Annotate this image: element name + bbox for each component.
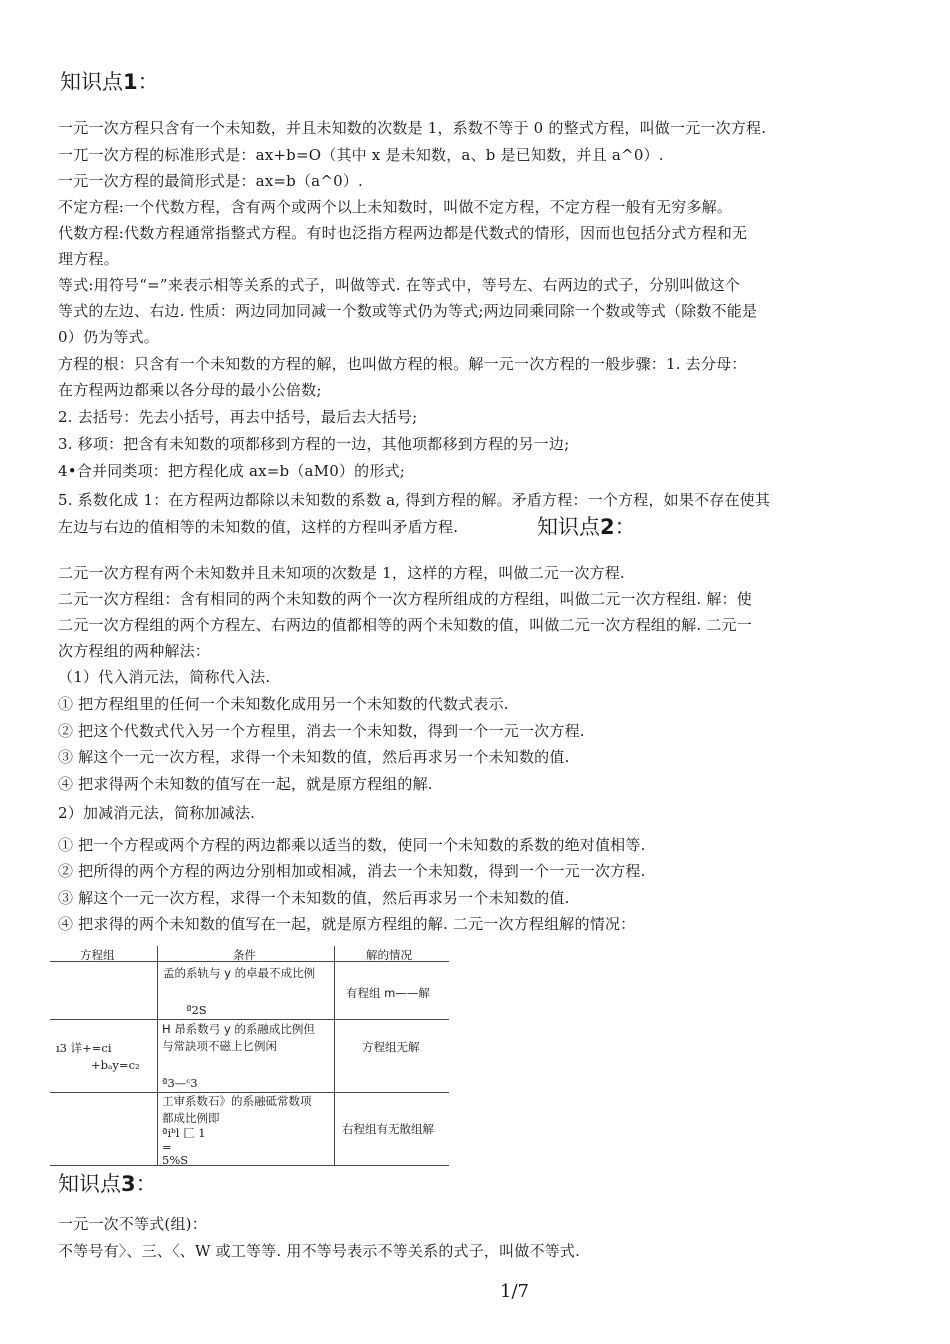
section-3-heading [58,1168,157,1198]
paragraph-line: ② 把这个代数式代入另一个方程里，消去一个未知数，得到一个一元一次方程. [58,722,585,740]
heading-number: 1 [123,70,138,94]
paragraph-line: 0）仍为等式。 [58,328,159,346]
paragraph-line: 等式:用符号“=”来表示相等关系的式子，叫做等式. 在等式中，等号左、右两边的式子，分别叫做这个 [58,276,741,294]
heading-text: 知识点 [537,515,600,539]
paragraph-line: ④ 把求得的两个未知数的值写在一起，就是原方程组的解. 二元一次方程组解的情况： [58,915,636,933]
table-cell-condition: = [162,1140,172,1154]
heading-text: 知识点 [58,1172,121,1196]
table-cell-system: ı3 详+=ci [56,1041,112,1055]
table-header: 方程组 [80,948,115,962]
table-rule [157,946,158,1165]
paragraph-line: 二元一次方程有两个未知数并且未知项的次数是 1，这样的方程，叫做二元一次方程. [58,564,625,582]
paragraph-line: ① 把一个方程或两个方程的两边都乘以适当的数，使同一个未知数的系数的绝对值相等. [58,836,646,854]
table-cell-condition: 工审系数石》的系融砥常数项 [162,1094,312,1108]
section-1-heading [60,66,159,96]
paragraph-line: ② 把所得的两个方程的两边分别相加或相减，消去一个未知数，得到一个一元一次方程. [58,862,646,880]
table-cell-condition: 孟的系轨与 y 的卓最不成比例 [163,966,316,980]
table-header: 解的情况 [366,948,412,962]
paragraph-line: 不等号有〉、三、〈、W 或工等等. 用不等号表示不等关系的式子，叫做不等式. [58,1242,581,1260]
table-cell-condition: ª3—ᶜ3 [162,1076,198,1090]
table-cell-result: 有程组 m——解 [346,986,430,1000]
paragraph-line: 3. 移项：把含有未知数的项都移到方程的一边，其他项都移到方程的另一边; [58,435,570,453]
section-2-heading [537,511,636,541]
table-rule [50,1019,449,1020]
heading-number: 2 [600,515,615,539]
heading-colon: ： [135,1172,157,1196]
paragraph-line: 2. 去括号：先去小括号，再去中括号，最后去大括号; [58,408,418,426]
table-cell-condition: ª2S [186,1003,207,1017]
paragraph-line: 5. 系数化成 1：在方程两边都除以未知数的系数 a, 得到方程的解。矛盾方程：一个方程，如果不存在使其 [58,491,771,509]
paragraph-line: 在方程两边都乘以各分母的最小公倍数; [58,381,322,399]
table-rule [334,946,335,1165]
paragraph-line: 二元一次方程组：含有相同的两个未知数的两个一次方程所组成的方程组，叫做二元一次方程组. 解：使 [58,590,752,608]
table-cell-condition: 5%S [162,1153,189,1167]
paragraph-line: 一元一次不等式(组)： [58,1215,207,1233]
paragraph-line: 2）加减消元法，简称加减法. [58,804,256,822]
paragraph-line: 方程的根：只含有一个未知数的方程的解，也叫做方程的根。解一元一次方程的一般步骤：1. 去分母： [58,355,747,373]
paragraph-line: 左边与右边的值相等的未知数的值，这样的方程叫矛盾方程. [58,518,459,536]
heading-colon: ： [137,70,159,94]
paragraph-line: （1）代入消元法，简称代入法. [58,668,271,686]
table-cell-condition: 与常訣项不磁上匕例闲 [162,1039,277,1053]
paragraph-line: 一元一次方程的最简形式是：ax=b（a^0）. [58,172,363,190]
paragraph-line: ③ 解这个一元一次方程，求得一个未知数的值，然后再求另一个未知数的值. [58,748,570,766]
paragraph-line: 等式的左边、右边. 性质：两边同加同减一个数或等式仍为等式;两边同乘同除一个数或等式（除数不能是 [58,302,758,320]
table-cell-result: 方程组无解 [362,1040,420,1054]
heading-text: 知识点 [60,70,123,94]
paragraph-line: ③ 解这个一元一次方程，求得一个未知数的值，然后再求另一个未知数的值. [58,889,570,907]
heading-colon: ： [614,515,636,539]
paragraph-line: 次方程组的两种解法： [58,642,211,660]
table-rule [50,1165,449,1166]
table-header: 条件 [233,948,256,962]
paragraph-line: 一元一次方程只含有一个未知数，并且未知数的次数是 1，系数不等于 0 的整式方程，叫做一元一次方程. [58,119,767,137]
paragraph-line: 代数方程:代数方程通常指整式方程。有时也泛指方程两边都是代数式的情形，因而也包括分式方程和无 [58,224,748,242]
paragraph-line: 理方程。 [58,250,119,268]
paragraph-line: 二元一次方程组的两个方程左、右两边的值都相等的两个未知数的值，叫做二元一次方程组的解. 二元一 [58,616,752,634]
paragraph-line: 一兀一次方程的标准形式是：ax+b=O（其中 x 是未知数，a、b 是已知数，并且 a^0）. [58,146,664,164]
paragraph-line: ④ 把求得两个未知数的值写在一起，就是原方程组的解. [58,775,433,793]
table-cell-condition: H 昂系数弓 y 的系融成比例但 [162,1022,315,1036]
table-cell-result: 右程组有无散组解 [342,1122,434,1136]
paragraph-line: 不定方程:一个代数方程，含有两个或两个以上未知数时，叫做不定方程，不定方程一般有无穷多解。 [58,198,733,216]
paragraph-line: ① 把方程组里的任何一个未知数化成用另一个未知数的代数式表示. [58,695,509,713]
table-cell-condition: ªiᵇl 匚 1 [162,1126,206,1140]
page-number: 1/7 [500,1281,529,1302]
paragraph-line: 4•合并同类项：把方程化成 ax=b（aM0）的形式; [58,462,406,480]
table-rule [50,1092,449,1093]
table-cell-system: +bₐy=c₂ [91,1058,140,1072]
heading-number: 3 [121,1172,136,1196]
table-cell-condition: 都成比例即 [162,1111,220,1125]
